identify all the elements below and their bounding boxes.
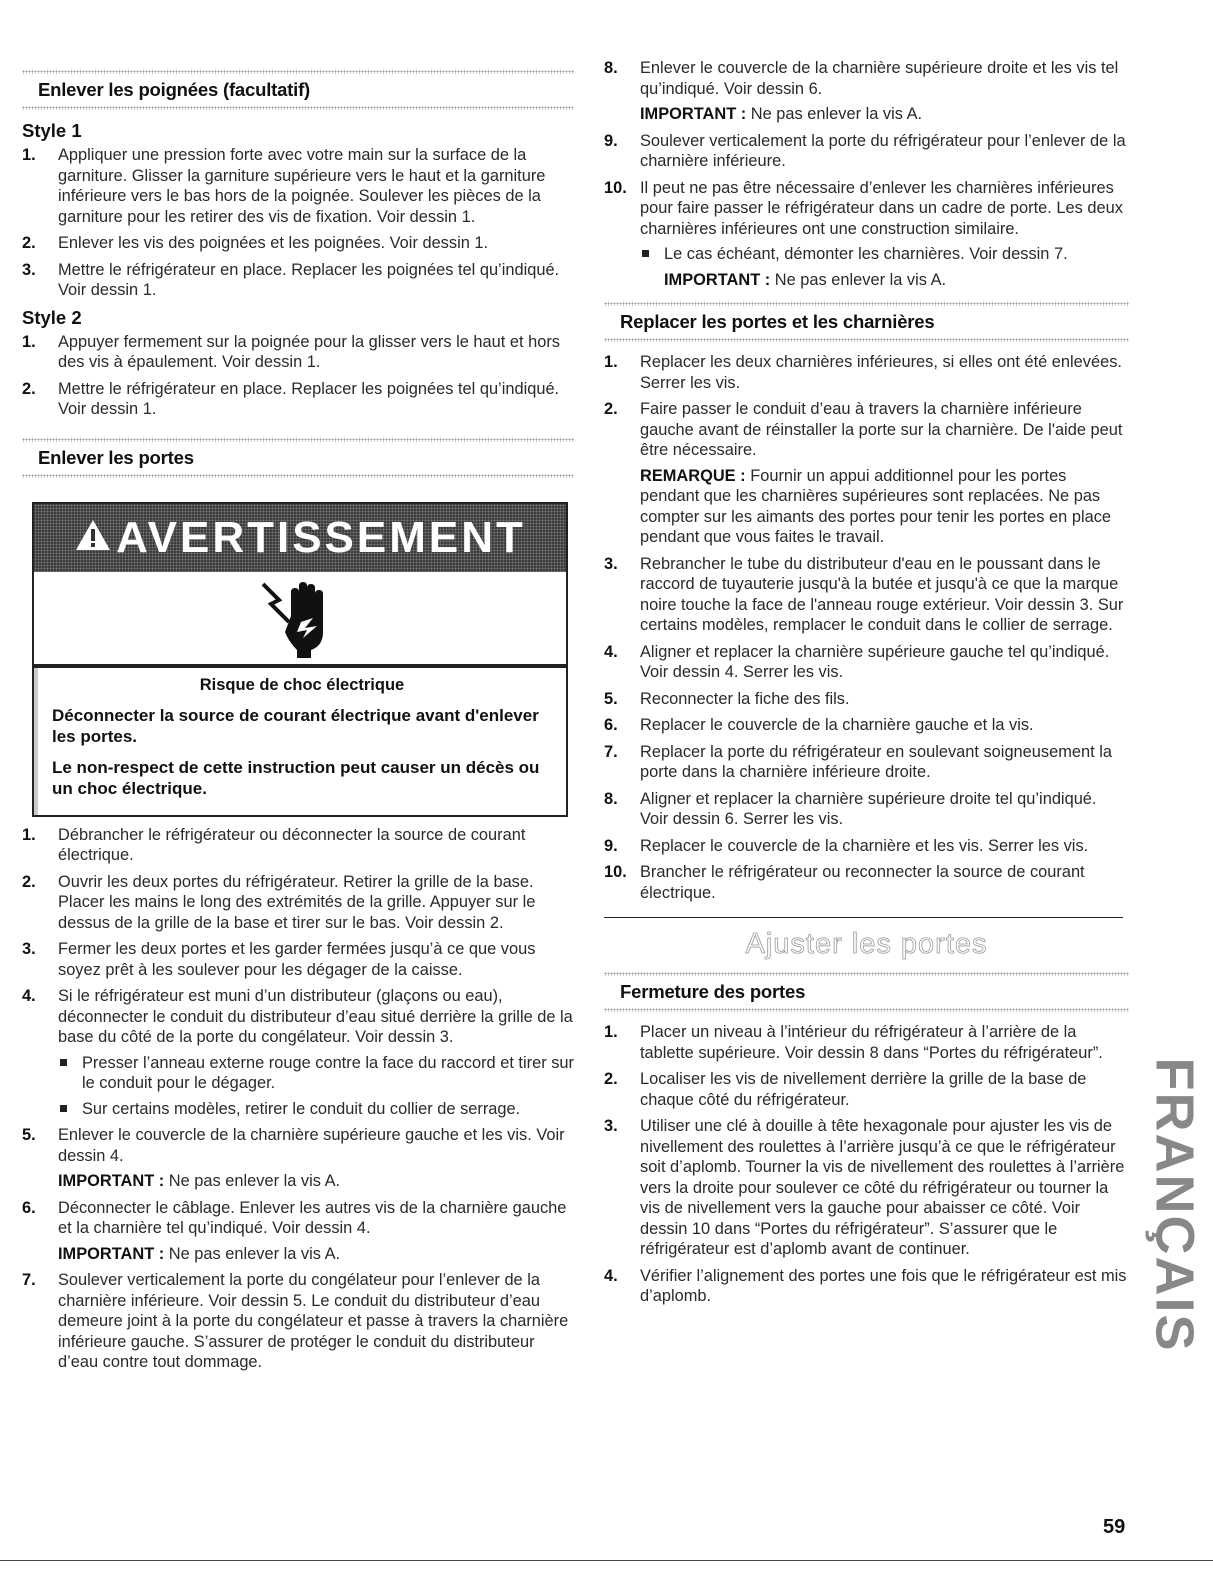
warning-banner — [34, 504, 566, 572]
section-header-remove-doors — [22, 438, 574, 478]
list-item: 1. Replacer les deux charnières inférieures, si elles ont été enlevées. Serrer les vis. — [604, 353, 1122, 392]
list-item: 4. Aligner et replacer la charnière supérieure gauche tel qu’indiqué. Voir dessin 4. Serrer les vis. — [604, 642, 1110, 681]
style1-heading: Style 1 — [22, 120, 82, 141]
style2-heading: Style 2 — [22, 306, 82, 328]
list-item: 2. Faire passer le conduit d’eau à travers la charnière inférieure gauche avant de réinstaller la porte sur la charnière. De l'aide peut être nécessaire. REMARQUE : Fournir un appui additionnel pour les portes pendant que les charnières supérieures sont replacées. Ne pas compter sur les aimants des portes pour tenir les portes en place pendant que vous faites le travail. — [604, 399, 1129, 548]
divider — [604, 917, 1123, 918]
warning-triangle-icon — [74, 518, 112, 557]
important-note: IMPORTANT : Ne pas enlever la vis A. — [664, 270, 947, 289]
list-item: 3. Fermer les deux portes et les garder fermées jusqu’à ce que vous soyez prêt à les soulever pour les dégager de la caisse. — [22, 940, 536, 979]
list-item: 10. Brancher le réfrigérateur ou reconnecter la source de courant électrique. — [604, 863, 1085, 902]
list-item: 4. Vérifier l’alignement des portes une fois que le réfrigérateur est mis d’aplomb. — [604, 1266, 1127, 1305]
style1-steps — [22, 145, 574, 301]
bullet-item: Presser l’anneau externe rouge contre la face du raccord et tirer sur le conduit pour le dégager. — [58, 1053, 574, 1094]
bullet-item: Sur certains modèles, retirer le conduit du collier de serrage. — [58, 1099, 574, 1120]
list-item: 6. Déconnecter le câblage. Enlever les autres vis de la charnière gauche et la charnière tel qu’indiqué. Voir dessin 4. IMPORTANT : Ne pas enlever la vis A. — [22, 1198, 574, 1265]
list-item: 8. Enlever le couvercle de la charnière supérieure droite et les vis tel qu’indiqué. Voir dessin 6. IMPORTANT : Ne pas enlever la vis A. — [604, 58, 1129, 125]
bullet-item: Le cas échéant, démonter les charnières. Voir dessin 7. IMPORTANT : Ne pas enlever la vis A. — [640, 244, 1129, 290]
remove-doors-steps — [22, 825, 574, 1373]
list-item: 7. Soulever verticalement la porte du congélateur pour l’enlever de la charnière inférieure. Voir dessin 5. Le conduit du distributeur d’eau demeure joint à la porte du congélateur et passe à travers la charnière inférieure gauche. S’assurer de protéger le conduit du distributeur d’eau contre tout dommage. — [22, 1271, 569, 1371]
list-item: 3. Utiliser une clé à douille à tête hexagonale pour ajuster les vis de nivellement des roulettes à l’arrière jusqu’à ce que le réfrigérateur soit d’aplomb. Tourner la vis de nivellement des roulettes à l’arrière vers la droite pour soulever ce côté du réfrigérateur ou tourner la vis de nivellement vers la gauche pour abaisser ce côté. Voir dessin 10 dans “Portes du réfrigérateur”. S’assurer que le réfrigérateur est d’aplomb avant de continuer. — [604, 1117, 1125, 1258]
bottom-rule — [0, 1560, 1213, 1561]
list-item: 2. Ouvrir les deux portes du réfrigérateur. Retirer la grille de la base. Placer les mains le long des extrémités de la grille. Appuyer sur le dessus de la grille de la base et tirer sur le bas. Voir dessin 2. — [22, 872, 536, 932]
important-note: IMPORTANT : Ne pas enlever la vis A. — [58, 1244, 341, 1263]
warning-risk: Risque de choc électrique — [199, 675, 405, 694]
list-item: 1. Appliquer une pression forte avec votre main sur la surface de la garniture. Glisser la garniture supérieure vers le haut et la garniture inférieure vers le bas hors de la poignée. Soulever les pièces de la garniture pour les retirer des vis de fixation. Voir dessin 1. — [22, 146, 546, 226]
list-item: 10. Il peut ne pas être nécessaire d’enlever les charnières inférieures pour faire passer le réfrigérateur dans un cadre de porte. Les deux charnières inférieures ont une construction similaire. Le cas échéant, démonter les charnières. Voir dessin 7. IMPORTANT : Ne pas enlever la vis A. — [604, 178, 1129, 291]
important-note: IMPORTANT : Ne pas enlever la vis A. — [58, 1172, 341, 1190]
page-number: 59 — [1103, 1516, 1126, 1538]
left-column — [22, 58, 574, 1379]
remarque-note: REMARQUE : Fournir un appui additionnel pour les portes pendant que les charnières supérieures sont replacées. Ne pas compter sur les aimants des portes pour tenir les portes en place pendant que vous faites le travail. — [640, 466, 1112, 546]
list-item: 5. Reconnecter la fiche des fils. — [604, 689, 850, 708]
chapter-title: Ajuster les portes — [745, 928, 988, 960]
section-title: Replacer les portes et les charnières — [620, 311, 935, 332]
list-item: 4. Si le réfrigérateur est muni d’un distributeur (glaçons ou eau), déconnecter le conduit du distributeur d’eau situé derrière la grille de la base du côté de la porte du congélateur. Voir dessin 3. Presser l’anneau externe rouge contre la face du raccord et tirer sur le conduit pour le dégager. Sur certains modèles, retirer le conduit du collier de serrage. — [22, 987, 574, 1118]
list-item: 1. Placer un niveau à l’intérieur du réfrigérateur à l’arrière de la tablette supérieure. Voir dessin 8 dans “Portes du réfrigérateur”. — [604, 1023, 1103, 1062]
replace-doors-steps — [604, 352, 1129, 903]
section-title: Enlever les poignées (facultatif) — [38, 79, 311, 100]
list-item: 2. Localiser les vis de nivellement derrière la grille de la base de chaque côté du réfrigérateur. — [604, 1070, 1087, 1109]
list-item: 1. Appuyer fermement sur la poignée pour la glisser vers le haut et hors des vis à épaulement. Voir dessin 1. — [22, 332, 560, 371]
remove-doors-steps-continued — [604, 58, 1129, 290]
bullet-icon — [60, 1059, 67, 1066]
right-column — [604, 58, 1129, 1313]
warning-instruction: Déconnecter la source de courant électrique avant d'enlever les portes. — [52, 705, 539, 746]
bullet-icon — [642, 250, 649, 257]
list-item: 9. Soulever verticalement la porte du réfrigérateur pour l’enlever de la charnière inférieure. — [604, 131, 1126, 170]
list-item: 3. Mettre le réfrigérateur en place. Replacer les poignées tel qu’indiqué. Voir dessin 1. — [22, 260, 560, 299]
list-item: 6. Replacer le couvercle de la charnière gauche et la vis. — [604, 716, 1034, 734]
list-item: 7. Replacer la porte du réfrigérateur en soulevant soigneusement la porte dans la charnière inférieure droite. — [604, 742, 1112, 781]
door-closing-steps — [604, 1022, 1129, 1307]
warning-consequence: Le non-respect de cette instruction peut causer un décès ou un choc électrique. — [52, 757, 540, 798]
electric-shock-hand-icon — [34, 572, 566, 668]
list-item: 2. Mettre le réfrigérateur en place. Replacer les poignées tel qu’indiqué. Voir dessin 1. — [22, 379, 560, 418]
section-title: Fermeture des portes — [620, 981, 806, 1002]
list-item: 5. Enlever le couvercle de la charnière supérieure gauche et les vis. Voir dessin 4. IMPORTANT : Ne pas enlever la vis A. — [22, 1125, 574, 1192]
list-item: 9. Replacer le couvercle de la charnière et les vis. Serrer les vis. — [604, 836, 1089, 855]
language-tab: FRANÇAIS — [1144, 1057, 1204, 1353]
section-header-door-closing — [604, 972, 1129, 1012]
list-item: 3. Rebrancher le tube du distributeur d'eau en le poussant dans le raccord de tuyauterie jusqu'à la butée et jusqu'à ce que la marque noire touche la face de l'anneau rouge extérieur. Voir dessin 3. Sur certains modèles, remplacer le conduit dans le collier de serrage. — [604, 554, 1124, 634]
important-note: IMPORTANT : Ne pas enlever la vis A. — [640, 105, 923, 123]
list-item: 1. Débrancher le réfrigérateur ou déconnecter la source de courant électrique. — [22, 825, 526, 864]
section-header-remove-handles — [22, 70, 574, 110]
section-header-replace-doors — [604, 302, 1129, 342]
bullet-icon — [60, 1105, 67, 1112]
section-title: Enlever les portes — [38, 446, 194, 468]
list-item: 8. Aligner et replacer la charnière supérieure droite tel qu’indiqué. Voir dessin 6. Serrer les vis. — [604, 789, 1097, 828]
style2-steps — [22, 332, 574, 420]
warning-title: AVERTISSEMENT — [116, 512, 526, 562]
list-item: 2. Enlever les vis des poignées et les poignées. Voir dessin 1. — [22, 234, 489, 252]
warning-box — [32, 502, 568, 817]
